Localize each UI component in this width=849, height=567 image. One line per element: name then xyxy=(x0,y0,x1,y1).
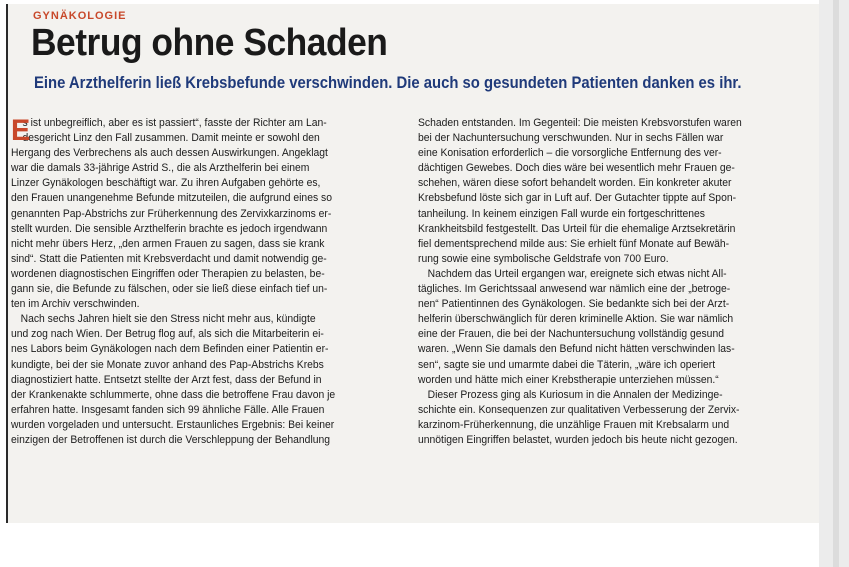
body-line: s ist unbegreiflich, aber es ist passiert“, fasste der Richter am Lan- xyxy=(22,117,327,129)
body-line: tanheilung. In keinem einzigen Fall wurde ein fortgeschrittenes xyxy=(418,207,705,220)
body-line: tägliches. Im Gerichtssaal anwesend war nämlich eine der „betroge- xyxy=(418,283,731,296)
body-line: war die damals 33-jährige Astrid S., die als Arzthelferin bei einem xyxy=(11,162,310,175)
body-line: Hergang des Verbrechens als auch dessen Auswirkungen. Angeklagt xyxy=(11,147,328,160)
body-line: wordenen diagnostischen Eingriffen oder Therapien zu belasten, be- xyxy=(11,267,325,280)
body-line: gann sie, die Befunde zu fälschen, oder sie ließ diese einfach tief un- xyxy=(11,283,328,296)
body-line: helferin überschwänglich für deren kriminelle Aktion. Sie war nämlich xyxy=(418,313,734,326)
body-line: ten im Archiv verschwinden. xyxy=(11,298,140,311)
body-line: sen“, sagte sie und umarmte dabei die Täterin, „wäre ich operiert xyxy=(418,358,716,371)
body-line: nicht mehr übers Herz, „den armen Frauen zu sagen, dass sie krank xyxy=(11,237,325,250)
text-column-right xyxy=(418,116,794,448)
page-margin-strip xyxy=(819,0,849,567)
body-line: schichte ein. Konsequenzen zur qualitativen Verbesserung der Zervix- xyxy=(418,403,740,416)
body-line: erfahren hatte. Insgesamt fanden sich 99 ähnliche Fälle. Alle Frauen xyxy=(11,403,325,416)
body-line: rung sowie eine symbolische Geldstrafe von 700 Euro. xyxy=(418,252,669,265)
body-line: dächtigen Gewebes. Doch dies wäre bei wesentlich mehr Frauen ge- xyxy=(418,162,735,175)
body-line: nen“ Patientinnen des Gynäkologen. Sie bedankte sich bei der Arzt- xyxy=(418,298,730,311)
body-line: unnötigen Eingriffen belastet, wurden jedoch bis heute nicht gezogen. xyxy=(418,433,738,446)
body-line: sind“. Statt die Patienten mit Krebsverdacht und damit notwendig ge- xyxy=(11,252,327,265)
body-line: worden und hätte mich einer Krebstherapie unterziehen müssen.“ xyxy=(418,373,719,386)
body-line: desgericht Linz den Fall zusammen. Damit meinte er sowohl den xyxy=(22,132,320,145)
drop-cap: E xyxy=(11,114,31,147)
body-line: schehen, wären diese sofort behandelt worden. Ein konkreter akuter xyxy=(418,177,732,190)
body-line: wurden vorgeladen und untersucht. Erstaunliches Ergebnis: Bei keiner xyxy=(11,418,335,431)
body-line: den Frauen unangenehme Befunde mitzuteilen, die aufgrund eines so xyxy=(11,192,332,205)
body-line: stellt wurden. Die sensible Arzthelferin brachte es jedoch irgendwann xyxy=(11,222,328,235)
body-line: der Krankenakte schlummerte, ohne dass die betroffene Frau davon je xyxy=(11,388,336,401)
body-line: genannten Pap-Abstrichs zur Früherkennung des Zervixkarzinoms er- xyxy=(11,207,332,220)
body-line: eine der Frauen, die bei der Nachuntersuchung vollständig gesund xyxy=(418,328,724,341)
body-line: nes Labors beim Gynäkologen nach dem Befinden einer Patientin er- xyxy=(11,343,329,356)
body-line: Linzer Gynäkologen beschäftigt war. Zu ihren Aufgaben gehörte es, xyxy=(11,177,321,190)
scan-edge xyxy=(833,0,839,567)
body-line: Krankheitsbild festgestellt. Das Urteil für die ehemalige Arztsekretärin xyxy=(418,222,736,235)
category-label: GYNÄKOLOGIE xyxy=(33,10,127,22)
body-line: Krebsbefund löste sich gar in Luft auf. Der Gutachter tippte auf Spon- xyxy=(418,192,737,205)
body-line: diagnostiziert hatte. Entsetzt stellte der Arzt fest, dass der Befund in xyxy=(11,373,322,386)
body-line: Nach sechs Jahren hielt sie den Stress nicht mehr aus, kündigte xyxy=(20,313,316,326)
body-line: Dieser Prozess ging als Kuriosum in die Annalen der Medizinge- xyxy=(427,388,723,401)
body-line: waren. „Wenn Sie damals den Befund nicht hätten verschwinden las- xyxy=(418,343,735,356)
body-line: und zog nach Wien. Der Betrug flog auf, als sich die Mitarbeiterin ei- xyxy=(11,328,324,341)
body-line: eine Konisation erforderlich – die vorsorgliche Entfernung des ver- xyxy=(418,147,722,160)
body-line: kundigte, bei der sie Monate zuvor anhand des Pap-Abstrichs Krebs xyxy=(11,358,324,371)
body-line: einzigen der Betroffenen ist durch die Verschleppung der Behandlung xyxy=(11,433,331,446)
body-line: karzinom-Früherkennung, die unzählige Frauen mit Krebsalarm und xyxy=(418,418,730,431)
body-line: Schaden entstanden. Im Gegenteil: Die meisten Krebsvorstufen waren xyxy=(418,117,742,129)
body-line: bei der Nachuntersuchung verschwunden. Nur in sechs Fällen war xyxy=(418,132,724,145)
article-subhead: Eine Arzthelferin ließ Krebsbefunde verschwinden. Die auch so gesundeten Patienten danken es ihr. xyxy=(34,74,742,92)
text-column-left xyxy=(11,116,387,448)
article-headline: Betrug ohne Schaden xyxy=(31,22,388,64)
body-line: fiel dementsprechend milde aus: Sie erhielt fünf Monate auf Bewäh- xyxy=(418,237,730,250)
body-line: Nachdem das Urteil ergangen war, ereignete sich etwas nicht All- xyxy=(427,267,727,280)
